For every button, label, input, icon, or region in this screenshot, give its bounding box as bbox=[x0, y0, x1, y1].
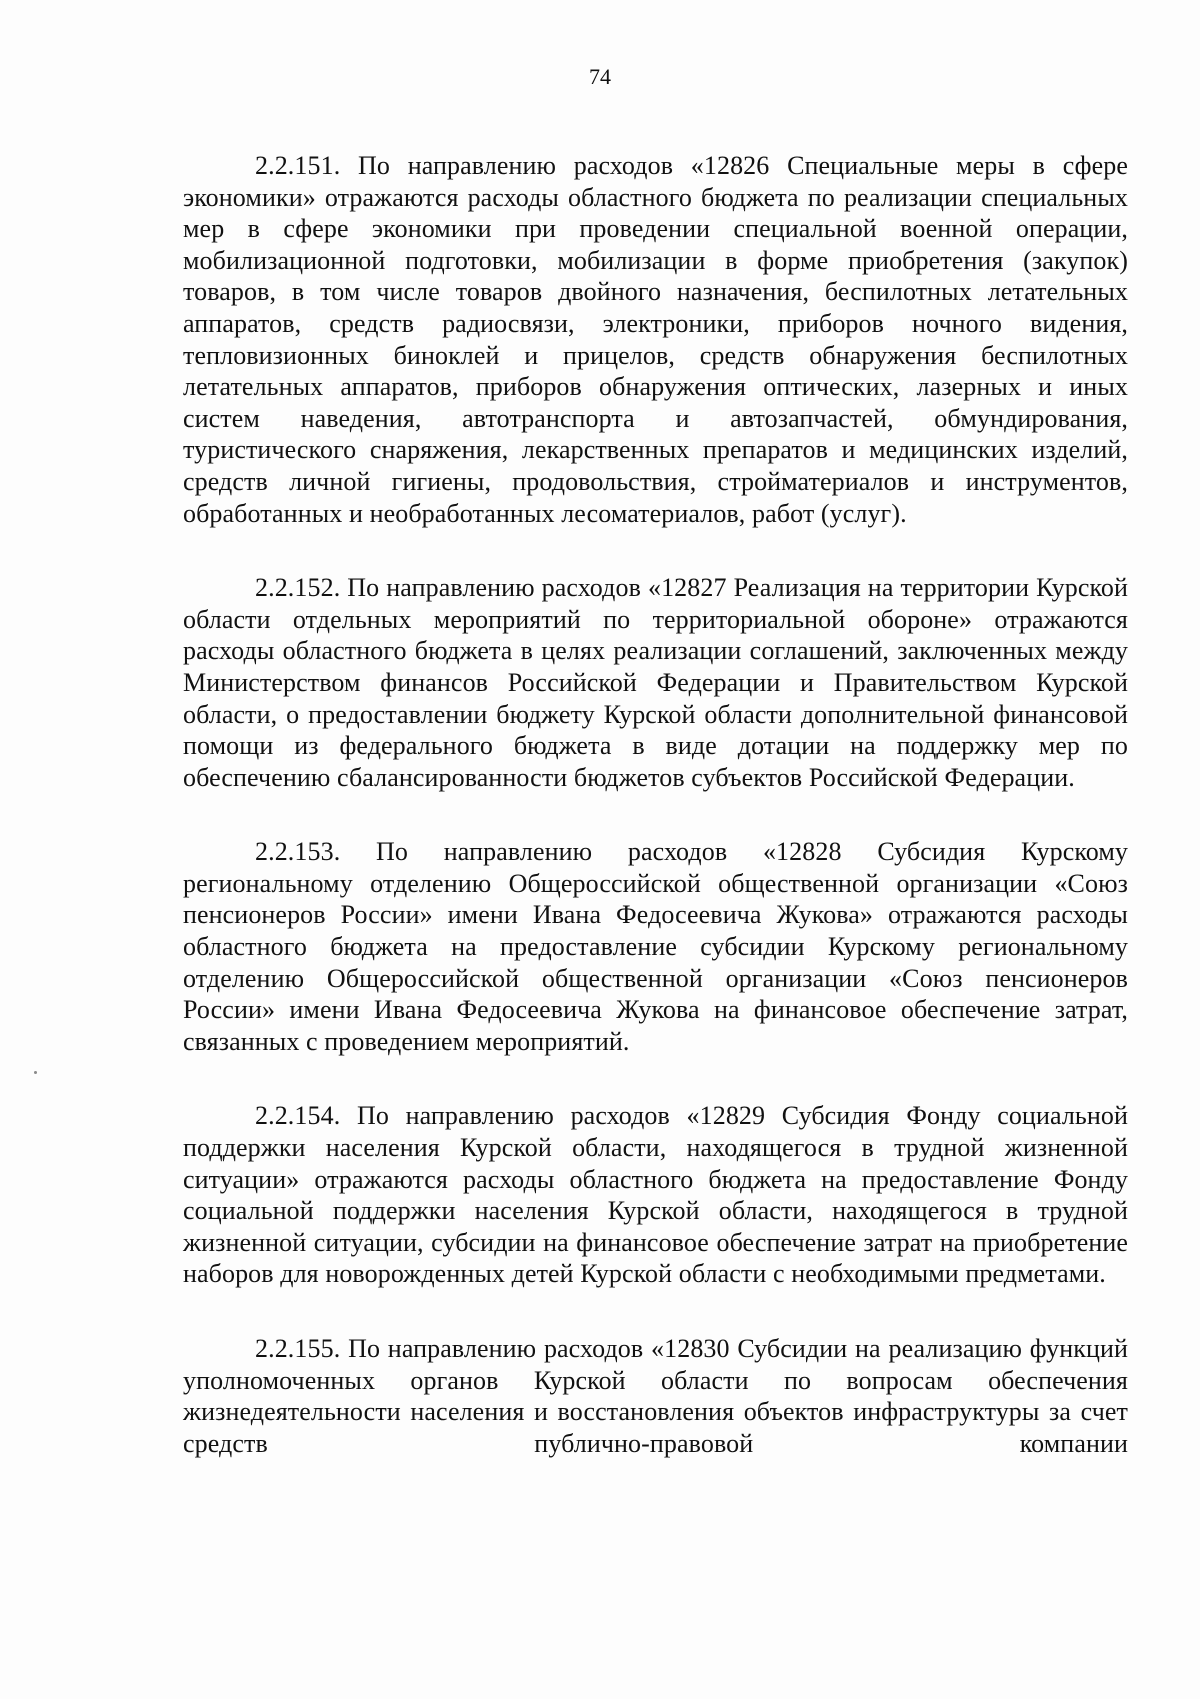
page-number: 74 bbox=[589, 64, 611, 89]
paragraph-2-2-152: 2.2.152. По направлению расходов «12827 Реализация на территории Курской области отдельных мероприятий по территориальной обороне» отражаются расходы областного бюджета в целях реализации соглашений, заключенных между Министерством финансов Российской Федерации и Правительством Курской области, о предоставлении бюджету Курской области дополнительной финансовой помощи из федерального бюджета в виде дотации на поддержку мер по обеспечению сбалансированности бюджетов субъектов Российской Федерации. bbox=[183, 573, 1128, 792]
paragraph-2-2-154: 2.2.154. По направлению расходов «12829 Субсидия Фонду социальной поддержки населения Курской области, находящегося в трудной жизненной ситуации» отражаются расходы областного бюджета на предоставление Фонду социальной поддержки населения Курской области, находящегося в трудной жизненной ситуации, субсидии на финансовое обеспечение затрат на приобретение наборов для новорожденных детей Курской области с необходимыми предметами. bbox=[183, 1101, 1128, 1289]
paragraph-2-2-155: 2.2.155. По направлению расходов «12830 Субсидии на реализацию функций уполномоченных органов Курской области по вопросам обеспечения жизнедеятельности населения и восстановления объектов инфраструктуры за счет средств публично-правовой компании bbox=[183, 1334, 1128, 1458]
document-body bbox=[183, 150, 1128, 1459]
paragraph-2-2-153: 2.2.153. По направлению расходов «12828 Субсидия Курскому региональному отделению Общероссийской общественной организации «Союз пенсионеров России» имени Ивана Федосеевича Жукова» отражаются расходы областного бюджета на предоставление субсидии Курскому региональному отделению Общероссийской общественной организации «Союз пенсионеров России» имени Ивана Федосеевича Жукова на финансовое обеспечение затрат, связанных с проведением мероприятий. bbox=[183, 837, 1128, 1056]
scan-speck bbox=[34, 1071, 37, 1074]
paragraph-2-2-151: 2.2.151. По направлению расходов «12826 Специальные меры в сфере экономики» отражаются расходы областного бюджета по реализации специальных мер в сфере экономики при проведении специальной военной операции, мобилизационной подготовки, мобилизации в форме приобретения (закупок) товаров, в том числе товаров двойного назначения, беспилотных летательных аппаратов, средств радиосвязи, электроники, приборов ночного видения, тепловизионных биноклей и прицелов, средств обнаружения беспилотных летательных аппаратов, приборов обнаружения оптических, лазерных и иных систем наведения, автотранспорта и автозапчастей, обмундирования, туристического снаряжения, лекарственных препаратов и медицинских изделий, средств личной гигиены, продовольствия, стройматериалов и инструментов, обработанных и необработанных лесоматериалов, работ (услуг). bbox=[183, 151, 1128, 528]
